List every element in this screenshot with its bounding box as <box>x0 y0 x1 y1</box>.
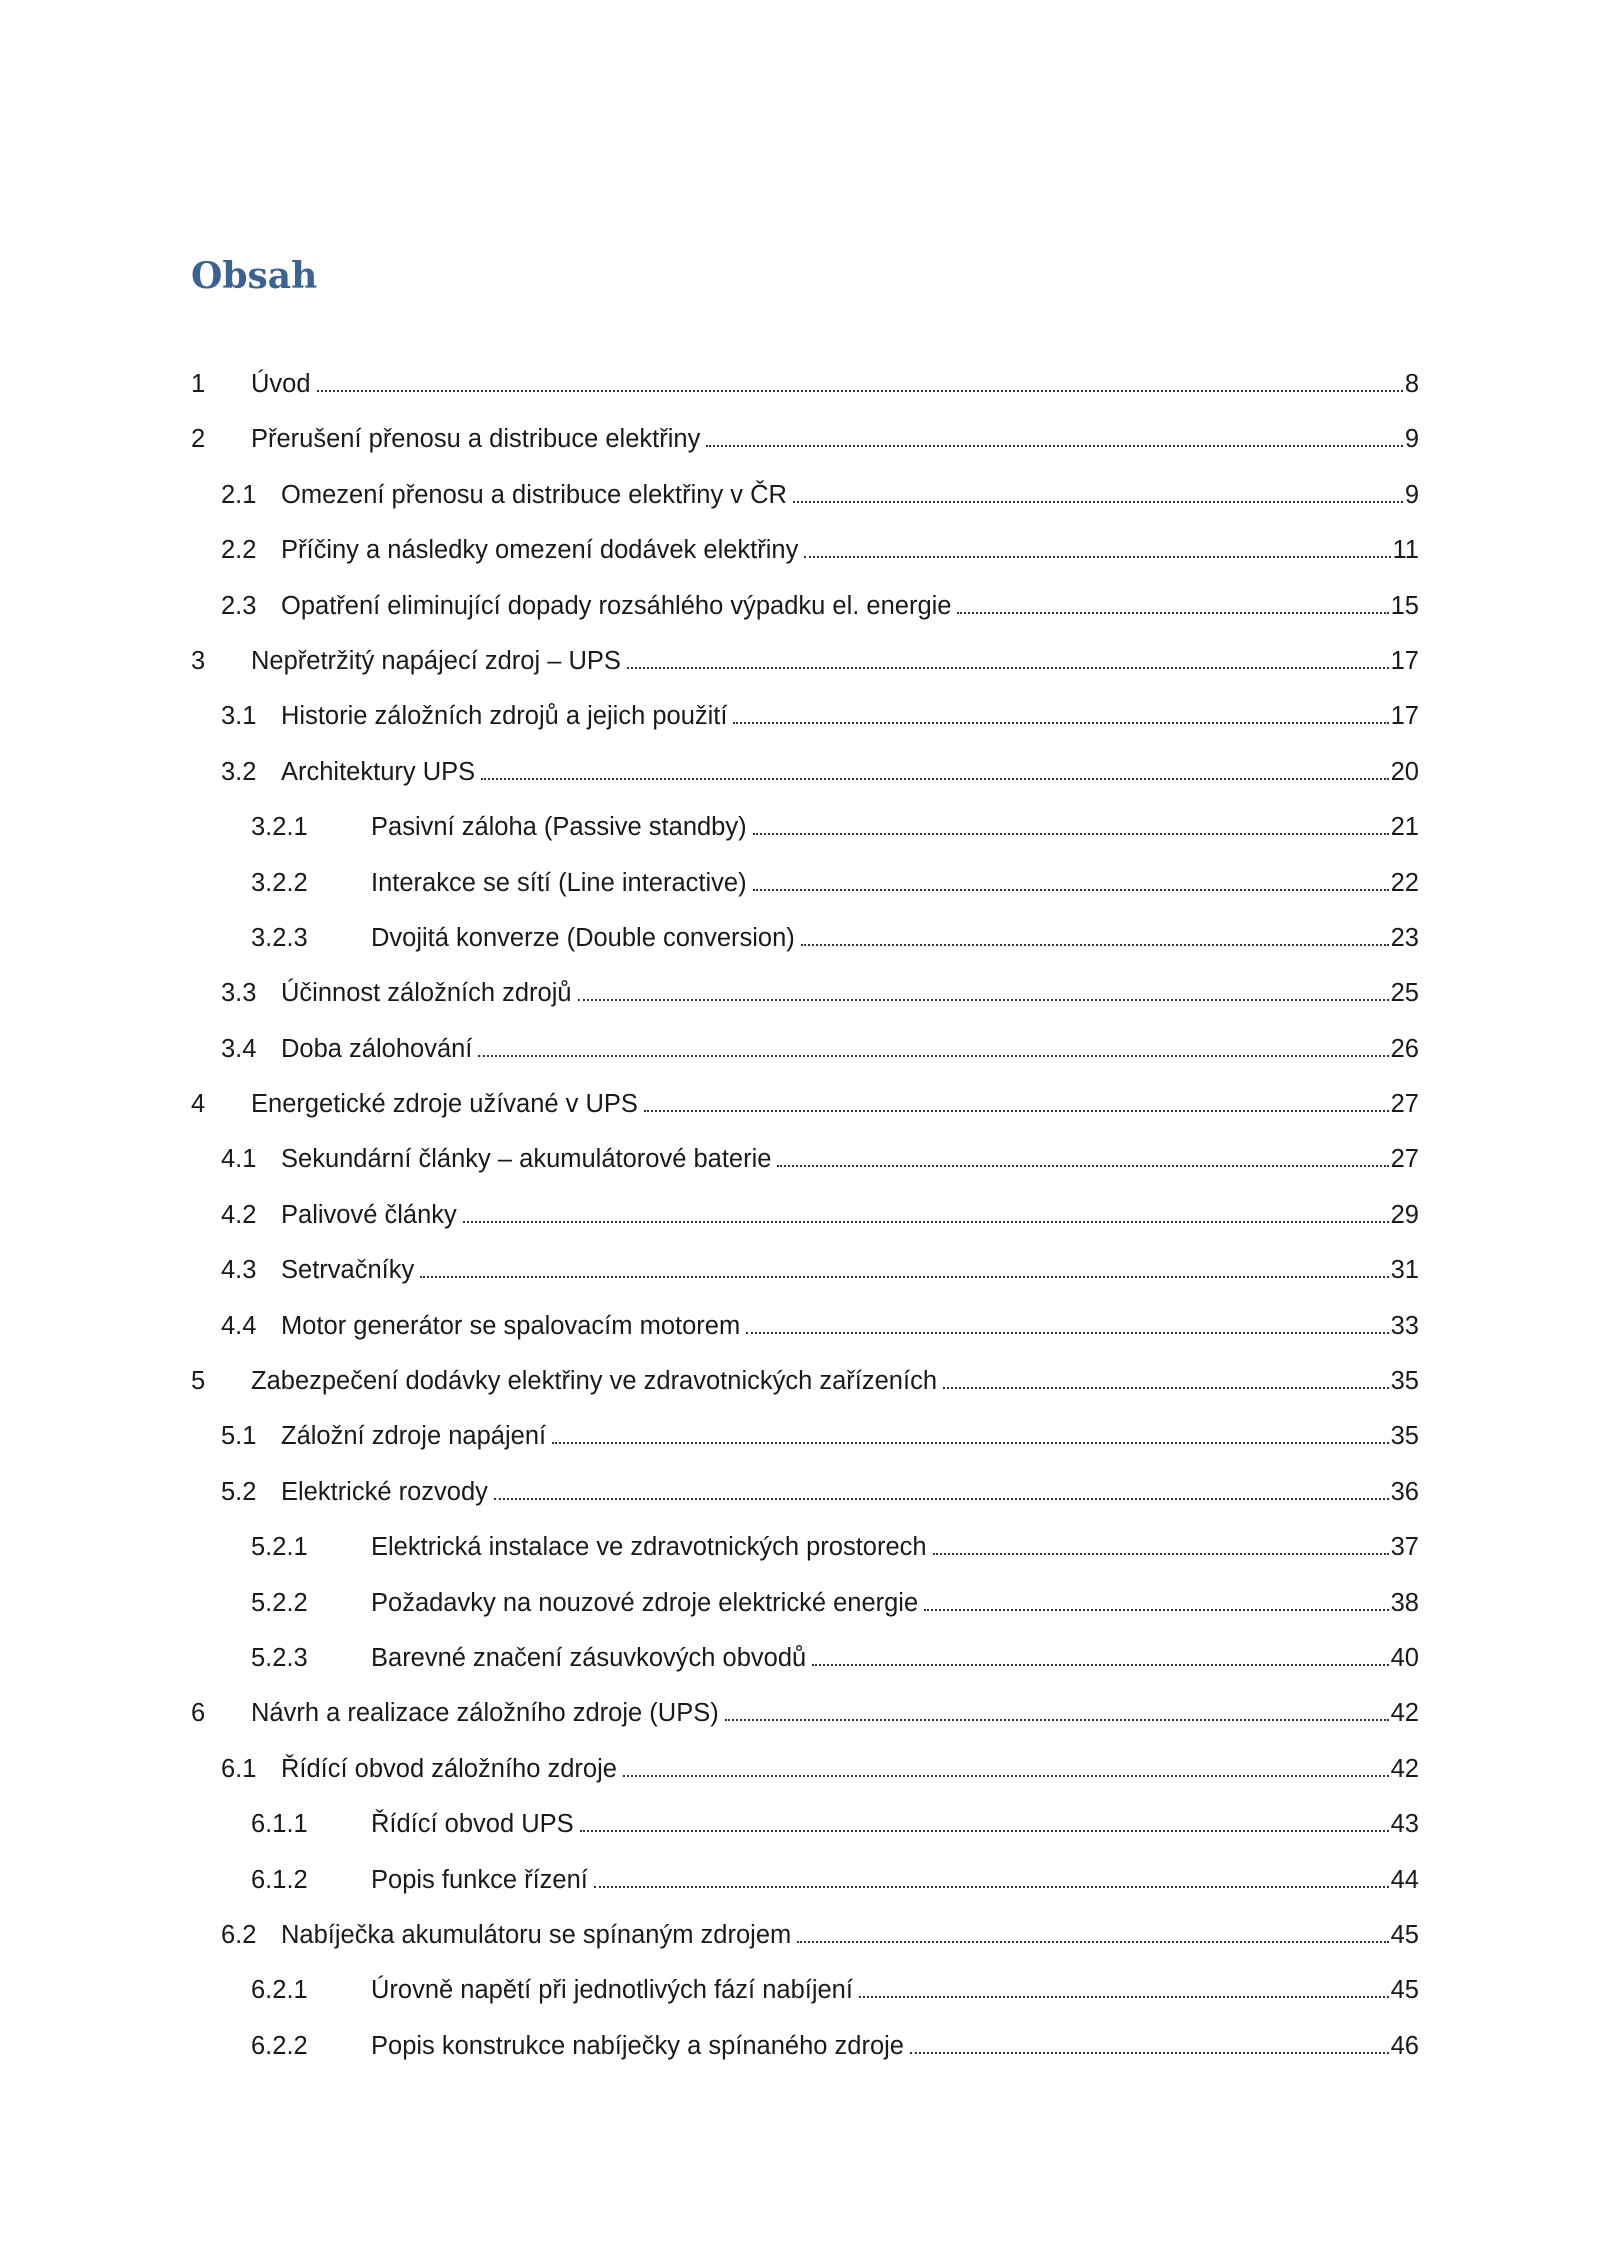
toc-entry-number: 4 <box>191 1090 206 1119</box>
toc-entry-number: 6.2.1 <box>251 1976 308 2005</box>
toc-entry[interactable] <box>191 1860 1419 1915</box>
toc-entry[interactable] <box>191 1527 1419 1582</box>
toc-entry-page-number: 35 <box>1390 1422 1419 1451</box>
toc-entry-page-number: 26 <box>1390 1034 1419 1063</box>
toc-entry[interactable] <box>191 2026 1419 2081</box>
dot-leader <box>801 944 1389 946</box>
dot-leader <box>706 445 1402 447</box>
dot-leader <box>623 1775 1389 1777</box>
toc-entry-label: Řídící obvod UPS <box>371 1810 574 1839</box>
toc-entry-label: Interakce se sítí (Line interactive) <box>371 868 747 897</box>
toc-entry-number: 3 <box>191 646 206 675</box>
toc-entry-page-number: 25 <box>1390 979 1419 1008</box>
toc-entry-number: 3.2.1 <box>251 813 308 842</box>
dot-leader <box>644 1110 1389 1112</box>
dot-leader <box>317 390 1403 392</box>
toc-entry-label: Setrvačníky <box>281 1256 415 1285</box>
toc-entry-label: Zabezpečení dodávky elektřiny ve zdravotnických zařízeních <box>251 1367 938 1396</box>
dot-leader <box>580 1830 1389 1832</box>
toc-entry[interactable] <box>191 1472 1419 1527</box>
toc-entry-page-number: 15 <box>1390 591 1419 620</box>
toc-entry-label: Účinnost záložních zdrojů <box>281 979 572 1008</box>
toc-entry-page-number: 37 <box>1390 1533 1419 1562</box>
toc-entry[interactable] <box>191 1915 1419 1970</box>
toc-entry-number: 6.1 <box>221 1754 257 1783</box>
toc-entry-page-number: 42 <box>1390 1754 1419 1783</box>
table-of-contents <box>191 364 1419 2081</box>
dot-leader <box>746 1332 1388 1334</box>
toc-entry-number: 5 <box>191 1367 206 1396</box>
toc-entry[interactable] <box>191 641 1419 696</box>
toc-entry-page-number: 45 <box>1390 1976 1419 2005</box>
toc-entry-label: Energetické zdroje užívané v UPS <box>251 1090 638 1119</box>
dot-leader <box>933 1553 1389 1555</box>
toc-entry-page-number: 11 <box>1392 536 1419 565</box>
toc-heading: Obsah <box>191 255 318 297</box>
toc-entry[interactable] <box>191 1029 1419 1084</box>
dot-leader <box>420 1276 1388 1278</box>
toc-entry-page-number: 44 <box>1390 1865 1419 1894</box>
toc-entry[interactable] <box>191 1583 1419 1638</box>
toc-entry-number: 3.2.3 <box>251 923 308 952</box>
toc-entry[interactable] <box>191 1250 1419 1305</box>
dot-leader <box>812 1664 1388 1666</box>
toc-entry-label: Omezení přenosu a distribuce elektřiny v ČR <box>281 480 787 509</box>
toc-entry[interactable] <box>191 863 1419 918</box>
toc-entry-label: Historie záložních zdrojů a jejich použití <box>281 702 728 731</box>
toc-entry-page-number: 27 <box>1390 1090 1419 1119</box>
dot-leader <box>733 722 1388 724</box>
dot-leader <box>797 1941 1388 1943</box>
toc-entry[interactable] <box>191 364 1419 419</box>
toc-entry-page-number: 20 <box>1390 757 1419 786</box>
toc-entry[interactable] <box>191 918 1419 973</box>
dot-leader <box>463 1221 1389 1223</box>
toc-entry-label: Záložní zdroje napájení <box>281 1422 547 1451</box>
toc-entry-number: 4.4 <box>221 1311 257 1340</box>
toc-entry-page-number: 40 <box>1390 1643 1419 1672</box>
toc-entry-label: Řídící obvod záložního zdroje <box>281 1754 617 1783</box>
dot-leader <box>552 1442 1389 1444</box>
toc-entry-number: 4.2 <box>221 1200 257 1229</box>
dot-leader <box>627 667 1389 669</box>
toc-entry-label: Úvod <box>251 370 311 398</box>
toc-entry-number: 3.4 <box>221 1034 257 1063</box>
toc-entry-label: Sekundární články – akumulátorové baterie <box>281 1145 772 1174</box>
toc-entry-number: 2 <box>191 425 206 454</box>
toc-entry[interactable] <box>191 696 1419 751</box>
toc-entry-label: Nabíječka akumulátoru se spínaným zdrojem <box>281 1920 792 1949</box>
dot-leader <box>793 501 1403 503</box>
toc-entry[interactable] <box>191 1693 1419 1748</box>
toc-entry-page-number: 17 <box>1390 702 1419 731</box>
toc-entry[interactable] <box>191 1306 1419 1361</box>
toc-entry-page-number: 46 <box>1390 2031 1419 2060</box>
toc-entry[interactable] <box>191 1804 1419 1859</box>
dot-leader <box>804 556 1390 558</box>
toc-entry-page-number: 36 <box>1390 1477 1419 1506</box>
dot-leader <box>753 889 1389 891</box>
toc-entry-label: Doba zálohování <box>281 1034 473 1063</box>
toc-entry[interactable] <box>191 1749 1419 1804</box>
toc-entry[interactable] <box>191 1361 1419 1416</box>
toc-entry-label: Architektury UPS <box>281 757 476 786</box>
toc-entry[interactable] <box>191 586 1419 641</box>
toc-entry-number: 6.1.2 <box>251 1865 308 1894</box>
toc-entry-number: 3.1 <box>221 702 257 731</box>
toc-entry-number: 5.2.1 <box>251 1533 308 1562</box>
toc-entry-label: Popis konstrukce nabíječky a spínaného zdroje <box>371 2031 904 2060</box>
toc-entry-page-number: 9 <box>1404 480 1419 509</box>
toc-entry-number: 5.2 <box>221 1477 257 1506</box>
toc-entry-label: Příčiny a následky omezení dodávek elektřiny <box>281 536 799 565</box>
toc-entry-label: Barevné značení zásuvkových obvodů <box>371 1643 807 1672</box>
toc-entry[interactable] <box>191 1638 1419 1693</box>
toc-entry-number: 6.2.2 <box>251 2031 308 2060</box>
toc-entry-page-number: 22 <box>1390 868 1419 897</box>
toc-entry-page-number: 43 <box>1390 1810 1419 1839</box>
dot-leader <box>753 833 1389 835</box>
toc-entry[interactable] <box>191 1195 1419 1250</box>
toc-entry-label: Opatření eliminující dopady rozsáhlého výpadku el. energie <box>281 591 952 620</box>
toc-entry-number: 2.3 <box>221 591 257 620</box>
toc-entry-number: 6.1.1 <box>251 1810 308 1839</box>
toc-entry-number: 4.3 <box>221 1256 257 1285</box>
dot-leader <box>578 999 1389 1001</box>
toc-entry-page-number: 29 <box>1390 1200 1419 1229</box>
toc-entry-number: 2.1 <box>221 480 257 509</box>
dot-leader <box>777 1165 1388 1167</box>
dot-leader <box>478 1055 1388 1057</box>
toc-entry-number: 4.1 <box>221 1145 257 1174</box>
dot-leader <box>943 1387 1389 1389</box>
toc-entry[interactable] <box>191 1139 1419 1194</box>
toc-entry-number: 3.2.2 <box>251 868 308 897</box>
toc-entry-number: 5.2.2 <box>251 1588 308 1617</box>
toc-entry[interactable] <box>191 1416 1419 1471</box>
toc-entry-label: Dvojitá konverze (Double conversion) <box>371 923 795 952</box>
toc-entry-number: 3.3 <box>221 979 257 1008</box>
toc-entry-number: 6.2 <box>221 1920 257 1949</box>
toc-entry-page-number: 27 <box>1390 1145 1419 1174</box>
dot-leader <box>957 612 1388 614</box>
toc-entry[interactable] <box>191 419 1419 474</box>
toc-entry[interactable] <box>191 807 1419 862</box>
dot-leader <box>924 1609 1388 1611</box>
dot-leader <box>594 1886 1389 1888</box>
toc-entry-label: Elektrická instalace ve zdravotnických prostorech <box>371 1533 927 1562</box>
toc-entry-page-number: 21 <box>1390 813 1419 842</box>
toc-entry[interactable] <box>191 973 1419 1028</box>
toc-entry[interactable] <box>191 752 1419 807</box>
toc-entry-page-number: 31 <box>1390 1256 1419 1285</box>
toc-entry-page-number: 9 <box>1404 425 1419 454</box>
toc-entry-label: Elektrické rozvody <box>281 1477 488 1506</box>
dot-leader <box>494 1498 1389 1500</box>
toc-entry-label: Motor generátor se spalovacím motorem <box>281 1311 741 1340</box>
toc-entry-label: Palivové články <box>281 1200 457 1229</box>
toc-entry-page-number: 8 <box>1404 370 1419 398</box>
toc-entry-number: 5.2.3 <box>251 1643 308 1672</box>
toc-entry-page-number: 42 <box>1390 1699 1419 1728</box>
dot-leader <box>481 778 1388 780</box>
toc-entry-page-number: 23 <box>1390 923 1419 952</box>
toc-entry-page-number: 35 <box>1390 1367 1419 1396</box>
toc-entry-page-number: 38 <box>1390 1588 1419 1617</box>
toc-entry-number: 6 <box>191 1699 206 1728</box>
toc-entry-label: Požadavky na nouzové zdroje elektrické energie <box>371 1588 919 1617</box>
dot-leader <box>910 2052 1389 2054</box>
toc-entry-label: Popis funkce řízení <box>371 1865 588 1894</box>
toc-entry-label: Nepřetržitý napájecí zdroj – UPS <box>251 646 621 675</box>
toc-entry-number: 2.2 <box>221 536 257 565</box>
toc-entry-number: 5.1 <box>221 1422 257 1451</box>
dot-leader <box>725 1719 1389 1721</box>
toc-entry[interactable] <box>191 1970 1419 2025</box>
toc-entry-number: 3.2 <box>221 757 257 786</box>
toc-entry[interactable] <box>191 530 1419 585</box>
toc-entry[interactable] <box>191 475 1419 530</box>
toc-entry-label: Přerušení přenosu a distribuce elektřiny <box>251 425 701 454</box>
toc-entry-page-number: 17 <box>1390 646 1419 675</box>
toc-entry[interactable] <box>191 1084 1419 1139</box>
dot-leader <box>859 1996 1389 1998</box>
toc-entry-page-number: 33 <box>1390 1311 1419 1340</box>
toc-entry-label: Návrh a realizace záložního zdroje (UPS) <box>251 1699 719 1728</box>
toc-entry-label: Úrovně napětí při jednotlivých fází nabíjení <box>371 1976 853 2005</box>
toc-entry-number: 1 <box>191 370 206 398</box>
toc-entry-page-number: 45 <box>1390 1920 1419 1949</box>
toc-entry-label: Pasivní záloha (Passive standby) <box>371 813 747 842</box>
